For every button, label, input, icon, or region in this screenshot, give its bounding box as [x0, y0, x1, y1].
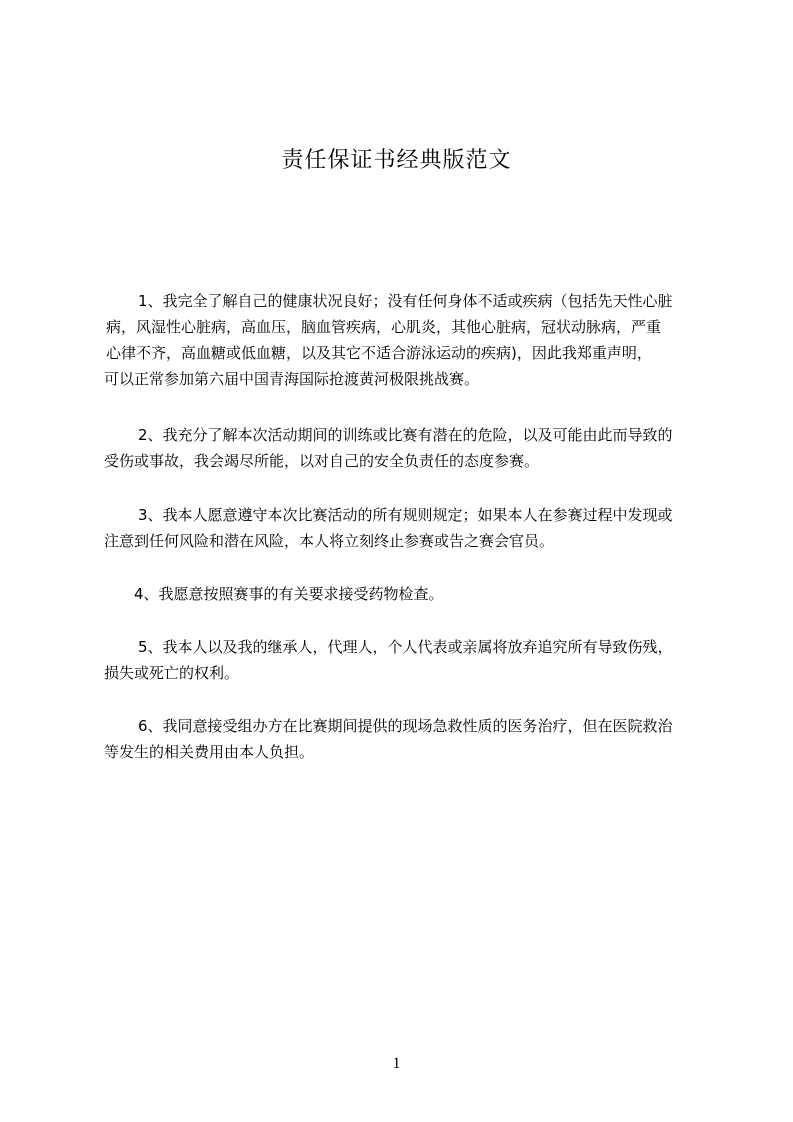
paragraph-line: 注意到任何风险和潜在风险，本人将立刻终止参赛或告之赛会官员。 [104, 532, 555, 550]
paragraph-line: 6、我同意接受组办方在比赛期间提供的现场急救性质的医务治疗，但在医院救治 [138, 717, 673, 735]
paragraph-line: 1、我完全了解自己的健康状况良好；没有任何身体不适或疾病（包括先天性心脏 [138, 292, 673, 310]
paragraph-line: 可以正常参加第六届中国青海国际抢渡黄河极限挑战赛。 [104, 370, 480, 388]
paragraph-line: 5、我本人以及我的继承人，代理人，个人代表或亲属将放弃追究所有导致伤残， [138, 638, 673, 656]
paragraph-line: 2、我充分了解本次活动期间的训练或比赛有潜在的危险，以及可能由此而导致的 [138, 426, 673, 444]
paragraph-line: 等发生的相关费用由本人负担。 [104, 743, 315, 761]
paragraph-2 [104, 422, 718, 474]
paragraph-line: 4、我愿意按照赛事的有关要求接受药物检查。 [134, 585, 444, 603]
paragraph-line: 3、我本人愿意遵守本次比赛活动的所有规则规定；如果本人在参赛过程中发现或 [138, 506, 673, 524]
paragraph-4 [104, 581, 718, 607]
paragraph-3 [104, 502, 718, 554]
paragraph-line: 受伤或事故，我会竭尽所能，以对自己的安全负责任的态度参赛。 [104, 452, 540, 470]
paragraph-6 [104, 713, 718, 765]
paragraph-line: 病，风湿性心脏病，高血压，脑血管疾病，心肌炎，其他心脏病，冠状动脉病，严重 [106, 318, 662, 336]
page-number: 1 [392, 1055, 401, 1072]
paragraph-1 [104, 288, 718, 392]
document-title: 责任保证书经典版范文 [281, 148, 512, 173]
paragraph-line: 损失或死亡的权利。 [104, 664, 240, 682]
paragraph-5 [104, 634, 718, 686]
paragraph-line: 心律不齐，高血糖或低血糖，以及其它不适合游泳运动的疾病)，因此我郑重声明， [106, 344, 652, 362]
